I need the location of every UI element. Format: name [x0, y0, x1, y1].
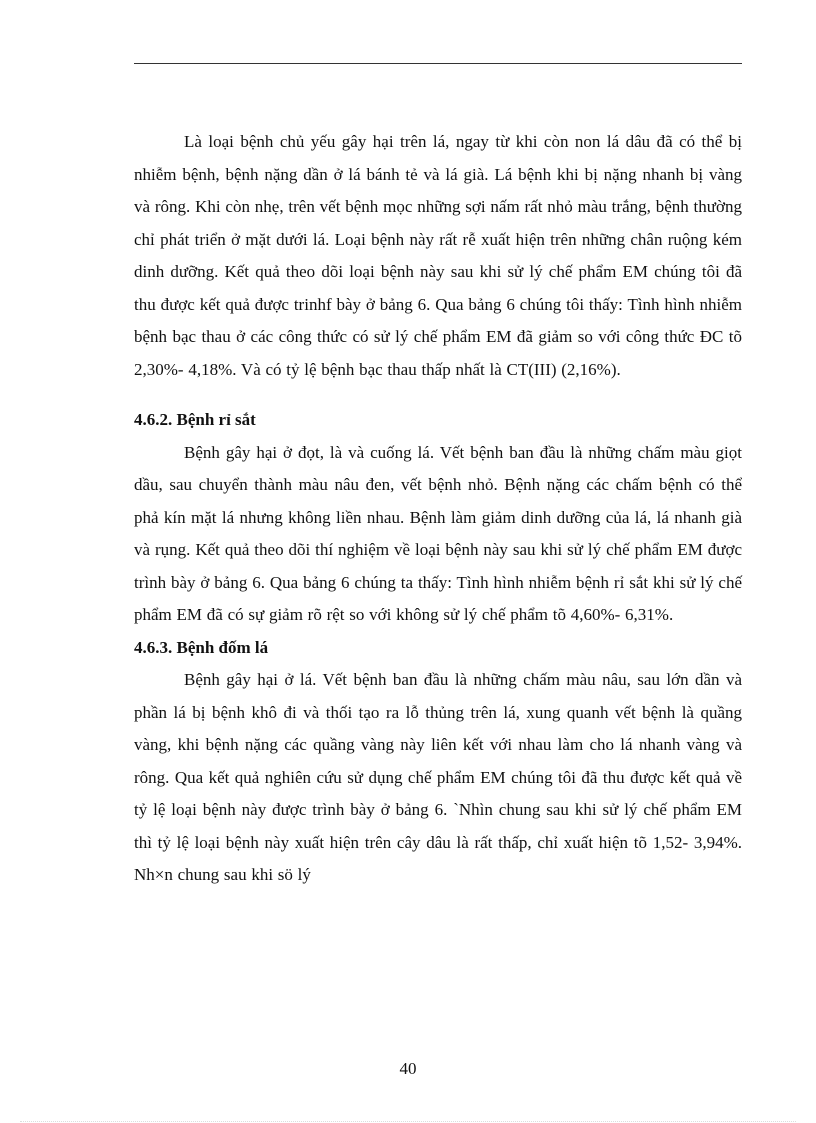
page-body [134, 126, 742, 892]
page-bottom-border [20, 1121, 796, 1122]
header-rule [134, 63, 742, 64]
paragraph-bac-thau: Là loại bệnh chủ yếu gây hại trên lá, ngay từ khi còn non lá dâu đã có thể bị nhiễm bệnh, bệnh nặng dần ở lá bánh tẻ và lá già. Lá bệnh khi bị nặng nhanh bị vàng và rông. Khi còn nhẹ, trên vết bệnh mọc những sợi nấm rất nhỏ màu trắng, bệnh thường chỉ phát triển ở mặt dưới lá. Loại bệnh này rất rễ xuất hiện trên những chân ruộng kém dinh dưỡng. Kết quả theo dõi loại bệnh này sau khi sử lý chế phẩm EM chúng tôi đã thu được kết quả được trinhf bày ở bảng 6. Qua bảng 6 chúng tôi thấy: Tình hình nhiễm bệnh bạc thau ở các công thức có sử lý chế phẩm EM đã giảm so với công thức ĐC tõ 2,30%- 4,18%. Và có tỷ lệ bệnh bạc thau thấp nhất là CT(III) (2,16%). [134, 132, 742, 379]
paragraph-ri-sat: Bệnh gây hại ở đọt, là và cuống lá. Vết bệnh ban đầu là những chấm màu giọt dầu, sau chuyển thành màu nâu đen, vết bệnh nhỏ. Bệnh nặng các chấm bệnh có thể phả kín mặt lá nhưng không liền nhau. Bệnh làm giảm dinh dưỡng của lá, lá nhanh già và rụng. Kết quả theo dõi thí nghiệm về loại bệnh này sau khi sử lý chế phẩm EM được trình bày ở bảng 6. Qua bảng 6 chúng ta thấy: Tình hình nhiễm bệnh rỉ sắt khi sử lý chế phẩm EM đã có sự giảm rõ rệt so với không sử lý chế phẩm tõ 4,60%- 6,31%. [134, 442, 742, 624]
paragraph-dom-la: Bệnh gây hại ở lá. Vết bệnh ban đầu là những chấm màu nâu, sau lớn dần và phần lá bị bệnh khô đi và thối tạo ra lỗ thủng trên lá, xung quanh vết bệnh là quầng vàng, khi bệnh nặng các quầng vàng này liên kết với nhau làm cho lá nhanh vàng và rông. Qua kết quả nghiên cứu sử dụng chế phẩm EM chúng tôi đã thu được kết quả về tỷ lệ loại bệnh này được trình bày ở bảng 6. `Nhìn chung sau khi sử lý chế phẩm EM thì tỷ lệ loại bệnh này xuất hiện trên cây dâu là rất thấp, chỉ xuất hiện tõ 1,52- 3,94%. Nh×n chung sau khi sö lý [134, 670, 742, 884]
page-number: 40 [399, 1059, 417, 1078]
section-heading-dom-la: 4.6.3. Bệnh đốm lá [134, 637, 269, 657]
section-heading-ri-sat: 4.6.2. Bệnh rỉ sắt [134, 410, 256, 429]
